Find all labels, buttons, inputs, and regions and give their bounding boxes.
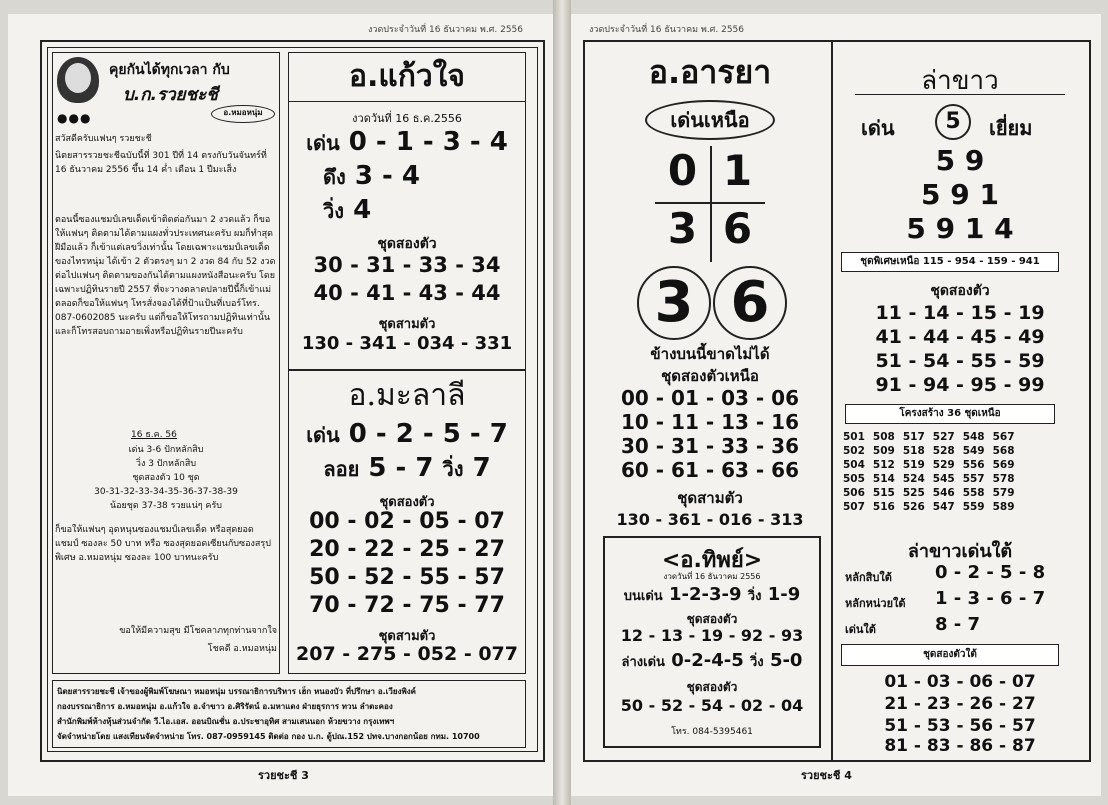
struct-cell: 502 bbox=[843, 445, 865, 457]
araya-digit-grid bbox=[655, 146, 765, 262]
kaewjai-three: 130 - 341 - 034 - 331 bbox=[301, 333, 513, 354]
result-line: 30-31-32-33-34-35-36-37-38-39 bbox=[94, 487, 238, 497]
struct-cell: 527 bbox=[932, 431, 955, 443]
lakhao-two-1: 11 - 14 - 15 - 19 bbox=[875, 302, 1045, 324]
malee-box bbox=[288, 370, 526, 674]
struct-cell: 557 bbox=[962, 473, 985, 485]
malee-two-2: 20 - 22 - 25 - 27 bbox=[309, 537, 505, 562]
araya-two-4: 60 - 61 - 63 - 66 bbox=[620, 458, 799, 482]
struct-cell: 547 bbox=[932, 501, 955, 513]
editor-avatar bbox=[57, 57, 99, 103]
struct-cell: 504 bbox=[843, 459, 865, 471]
thip-date: งวดวันที่ 16 ธันวาคม 2556 bbox=[663, 572, 761, 581]
left-page bbox=[8, 14, 553, 796]
araya-big-circle-2: 6 bbox=[713, 266, 787, 340]
result-line: น้อยชุด 37-38 รวยแน่ๆ ครับ bbox=[109, 501, 223, 511]
kaewjai-run-row: วิ่ง 4 bbox=[323, 195, 372, 225]
struct-cell: 524 bbox=[902, 473, 925, 485]
thip-box bbox=[603, 536, 821, 748]
struct-row bbox=[839, 486, 1019, 500]
right-header-date: งวดประจำวันที่ 16 ธันวาคม พ.ศ. 2556 bbox=[589, 25, 745, 35]
araya-note: ข้างบนนี้ขาดไม่ได้ bbox=[650, 345, 770, 363]
malee-three-title: ชุดสามตัว bbox=[378, 629, 436, 644]
thip-two: 12 - 13 - 19 - 92 - 93 bbox=[620, 626, 804, 645]
kaewjai-pull-row: ดึง 3 - 4 bbox=[323, 161, 420, 191]
left-footer: รวยชะชี 3 bbox=[258, 769, 309, 782]
lakhao-lead-label: เด่น bbox=[861, 116, 895, 140]
struct-cell: 518 bbox=[902, 445, 925, 457]
malee-two-4: 70 - 72 - 75 - 77 bbox=[309, 593, 505, 618]
struct-row bbox=[839, 472, 1019, 486]
lakhao-tens-label: หลักสิบใต้ bbox=[845, 571, 892, 584]
lakhao-stack-2: 5 9 1 bbox=[921, 178, 999, 211]
lakhao-lead-tail: เยี่ยม bbox=[989, 116, 1033, 140]
struct-cell: 501 bbox=[843, 431, 865, 443]
struct-row bbox=[839, 430, 1019, 444]
right-footer: รวยชะชี 4 bbox=[801, 769, 852, 782]
lakhao-column bbox=[835, 48, 1085, 754]
struct-cell: 549 bbox=[962, 445, 985, 457]
lakhao-south-title: ล่าขาวเด่นใต้ bbox=[907, 541, 1013, 562]
struct-cell: 519 bbox=[902, 459, 925, 471]
araya-grid-2: 3 bbox=[667, 204, 698, 253]
intro-greeting: สวัสดีครับแฟนๆ รวยชะชี bbox=[55, 134, 152, 144]
lakhao-name: ล่าขาว bbox=[921, 66, 999, 96]
struct-cell: 525 bbox=[902, 487, 925, 499]
lakhao-two-south-2: 21 - 23 - 26 - 27 bbox=[884, 694, 1036, 714]
lakhao-units-label: หลักหน่วยใต้ bbox=[845, 597, 906, 610]
struct-row bbox=[839, 444, 1019, 458]
araya-two-2: 10 - 11 - 13 - 16 bbox=[620, 410, 799, 434]
kaewjai-two-2: 40 - 41 - 43 - 44 bbox=[313, 281, 501, 305]
page-gutter bbox=[553, 0, 571, 805]
colophon-line: นิตยสารรวยชะชี เจ้าของผู้พิมพ์โฆษณา หมอหนุ่ม บรรณาธิการบริหาร เฮ็ก หนองบัว ที่ปรึกษา อ.เวียงพิงค์ bbox=[57, 687, 417, 696]
thip-bottom-row: ล่างเด่น 0-2-4-5 วิ่ง 5-0 bbox=[621, 650, 803, 671]
lakhao-tens: 0 - 2 - 5 - 8 bbox=[935, 562, 1046, 583]
lakhao-special: ชุดพิเศษเหนือ 115 - 954 - 159 - 941 bbox=[841, 252, 1059, 272]
struct-cell: 509 bbox=[872, 445, 895, 457]
struct-cell: 546 bbox=[932, 487, 955, 499]
result-lines bbox=[55, 443, 277, 513]
araya-three-title: ชุดสามตัว bbox=[677, 489, 743, 507]
struct-cell: 569 bbox=[992, 459, 1015, 471]
malee-two-1: 00 - 02 - 05 - 07 bbox=[309, 509, 505, 534]
colophon-line: สำนักพิมพ์ห้างหุ้นส่วนจำกัด วี.ไอ.เอส. ออนบิณชั่น อ.ประชาอุทิศ สามเสนนอก ห้วยขวาง กรุงเทพฯ bbox=[57, 717, 395, 726]
araya-name: อ.อารยา bbox=[648, 53, 772, 91]
left-frame bbox=[40, 40, 545, 762]
struct-cell: 528 bbox=[932, 445, 955, 457]
malee-name: อ.มะลาลี bbox=[348, 378, 466, 413]
struct-cell: 508 bbox=[872, 431, 895, 443]
struct-cell: 506 bbox=[843, 487, 865, 499]
struct-cell: 529 bbox=[932, 459, 955, 471]
araya-two-title: ชุดสองตัวเหนือ bbox=[661, 367, 759, 385]
araya-grid-1: 1 bbox=[722, 146, 753, 195]
editor-badge: อ.หมอหนุ่ม bbox=[211, 105, 275, 123]
araya-grid-3: 6 bbox=[722, 204, 753, 253]
intro-paragraph-3: ก็ขอให้แฟนๆ อุดหนุนซองแชมป์เลขเด็ด หรือสุดยอดแชมป์ ซองละ 50 บาท หรือ ซองสุดยอดเซียนกับซองสรุปพิเศษ อ.หมอหนุ่ม ซองละ 100 บาทนะครับ bbox=[55, 525, 271, 563]
lakhao-two-south-title: ชุดสองตัวใต้ bbox=[841, 644, 1059, 666]
struct-row bbox=[839, 500, 1019, 514]
struct-cell: 548 bbox=[962, 431, 985, 443]
lakhao-two-4: 91 - 94 - 95 - 99 bbox=[875, 374, 1045, 396]
thip-two2: 50 - 52 - 54 - 02 - 04 bbox=[620, 696, 804, 715]
thip-phone: โทร. 084-5395461 bbox=[671, 727, 753, 737]
araya-column bbox=[591, 48, 829, 754]
left-header-date: งวดประจำวันที่ 16 ธันวาคม พ.ศ. 2556 bbox=[368, 25, 524, 35]
lakhao-struct-table bbox=[839, 430, 1019, 514]
struct-cell: 517 bbox=[902, 431, 925, 443]
araya-big-circle-1: 3 bbox=[637, 266, 711, 340]
struct-cell: 516 bbox=[872, 501, 895, 513]
result-line: ชุดสองตัว 10 ชุด bbox=[132, 473, 200, 483]
kaewjai-date: งวดวันที่ 16 ธ.ค.2556 bbox=[352, 112, 462, 125]
lakhao-struct-title: โครงสร้าง 36 ชุดเหนือ bbox=[845, 404, 1055, 424]
colophon bbox=[52, 680, 526, 748]
kaewjai-two-title: ชุดสองตัว bbox=[377, 236, 437, 252]
struct-cell: 556 bbox=[962, 459, 985, 471]
struct-cell: 567 bbox=[992, 431, 1015, 443]
kaewjai-three-title: ชุดสามตัว bbox=[378, 317, 436, 332]
thip-two2-title: ชุดสองตัว bbox=[686, 680, 738, 694]
araya-two-1: 00 - 01 - 03 - 06 bbox=[620, 386, 799, 410]
struct-cell: 507 bbox=[843, 501, 865, 513]
kaewjai-two-1: 30 - 31 - 33 - 34 bbox=[313, 253, 501, 277]
thip-name: <อ.ทิพย์> bbox=[661, 548, 763, 573]
lakhao-stack-3: 5 9 1 4 bbox=[906, 212, 1014, 245]
kaewjai-box bbox=[288, 52, 526, 370]
kaewjai-lead-row: เด่น 0 - 1 - 3 - 4 bbox=[306, 127, 508, 157]
editor-column bbox=[52, 52, 280, 674]
struct-row bbox=[839, 458, 1019, 472]
araya-north-label: เด่นเหนือ bbox=[645, 100, 775, 140]
lakhao-two-south-1: 01 - 03 - 06 - 07 bbox=[884, 672, 1036, 692]
struct-cell: 568 bbox=[992, 445, 1015, 457]
intro-brand: บ.ก.รวยชะชี bbox=[123, 85, 218, 105]
intro-paragraph-2: ตอนนี้ซองแชมป์เลขเด็ดเข้าติดต่อกันมา 2 งวดแล้ว ก็ขอให้แฟนๆ ติดตามได้ตามแผงทั่วประเทศนะครับ ผมก็ทำสุดฝีมือแล้ว ก็เข้าแต่เลขวิ่งเท่านั้น โดยเฉพาะแชมป์เลขเด็ดของไทรหนุ่ม ได้เข้า 2 ตัวตรงๆ มา 2 งวด 84 กับ 52 งวดต่อไปแฟนๆ ติดตามของกันได้ตามแผงหนังสือนะครับ โดยเฉพาะปฏิทินรายปี 2557 ที่จะวางตลาดปลายปีนี้ก็เข้าแม่ตลอดก็ขอให้แฟนๆ โทรสั่งจองได้ที่ป้าแป้นที่เบอร์โทร. 087-0602085 นะครับ แต่ก็ขอให้โทรถามปฏิทินเท่านั้น และก็โทรสอบถามอายเพิ่งหรือปฏิทินรายปีนะครับ bbox=[55, 215, 276, 337]
right-frame bbox=[583, 40, 1091, 762]
struct-cell: 558 bbox=[962, 487, 985, 499]
struct-cell: 578 bbox=[992, 473, 1015, 485]
araya-three: 130 - 361 - 016 - 313 bbox=[616, 510, 804, 529]
malee-float-row: ลอย 5 - 7 วิ่ง 7 bbox=[323, 453, 491, 483]
colophon-line: กองบรรณาธิการ อ.หมอหนุ่ม อ.แก้วใจ อ.จำขาว อ.ศิริรัตน์ อ.มหาแดง ฝ่ายธุรการ ทวน ลำตะคอง bbox=[57, 702, 393, 711]
intro-closing: ขอให้มีความสุข มีโชคลาภทุกท่านจากใจ bbox=[119, 626, 277, 636]
lakhao-two-south-3: 51 - 53 - 56 - 57 bbox=[884, 716, 1036, 736]
lakhao-units: 1 - 3 - 6 - 7 bbox=[935, 588, 1046, 609]
result-date: 16 ธ.ค. 56 bbox=[131, 430, 177, 440]
struct-cell: 579 bbox=[992, 487, 1015, 499]
malee-two-title: ชุดสองตัว bbox=[379, 495, 435, 510]
malee-three: 207 - 275 - 052 - 077 bbox=[296, 643, 518, 665]
thip-top-row: บนเด่น 1-2-3-9 วิ่ง 1-9 bbox=[623, 584, 801, 605]
struct-cell: 512 bbox=[872, 459, 895, 471]
lakhao-two-3: 51 - 54 - 55 - 59 bbox=[875, 350, 1045, 372]
malee-two-3: 50 - 52 - 55 - 57 bbox=[309, 565, 505, 590]
lakhao-two-south-4: 81 - 83 - 86 - 87 bbox=[884, 736, 1036, 756]
intro-headline: คุยกันได้ทุกเวลา กับ bbox=[109, 62, 230, 78]
lakhao-lead-south-label: เด่นใต้ bbox=[845, 623, 876, 636]
struct-cell: 515 bbox=[872, 487, 895, 499]
struct-cell: 559 bbox=[962, 501, 985, 513]
thip-two-title: ชุดสองตัว bbox=[686, 612, 738, 626]
intro-sign: โชคดี อ.หมอหนุ่ม bbox=[207, 644, 277, 654]
lakhao-stack-1: 5 9 bbox=[935, 144, 985, 177]
intro-paragraph-1: นิตยสารรวยชะชีฉบับนี้ที่ 301 ปีที่ 14 ตรงกับวันจันทร์ที่ 16 ธันวาคม 2556 ขึ้น 14 ค่ำ เดือน 1 ปีมะเส็ง bbox=[55, 151, 267, 175]
struct-cell: 589 bbox=[992, 501, 1015, 513]
result-line: วิ่ง 3 ปักหลักสิบ bbox=[135, 459, 197, 469]
araya-two-3: 30 - 31 - 33 - 36 bbox=[620, 434, 799, 458]
dots-decoration: ●●● bbox=[57, 111, 92, 125]
struct-cell: 514 bbox=[872, 473, 895, 485]
result-line: เด่น 3-6 ปักหลักสิบ bbox=[128, 445, 204, 455]
struct-cell: 526 bbox=[902, 501, 925, 513]
kaewjai-name: อ.แก้วใจ bbox=[349, 59, 465, 94]
araya-grid-0: 0 bbox=[667, 146, 698, 195]
lakhao-two-title: ชุดสองตัว bbox=[930, 283, 990, 299]
malee-lead-row: เด่น 0 - 2 - 5 - 7 bbox=[306, 419, 508, 449]
colophon-line: จัดจำหน่ายโดย แสงเทียนจัดจำหน่าย โทร. 087-0959145 ติดต่อ กอง บ.ก. ตู้ปณ.152 ปทจ.บางกอกน้อย กทม. 10700 bbox=[57, 732, 480, 741]
right-page bbox=[571, 14, 1101, 796]
lakhao-lead-south: 8 - 7 bbox=[935, 614, 981, 635]
lakhao-two-2: 41 - 44 - 45 - 49 bbox=[875, 326, 1045, 348]
column-divider bbox=[831, 42, 833, 760]
struct-cell: 505 bbox=[843, 473, 865, 485]
struct-cell: 545 bbox=[932, 473, 955, 485]
lakhao-lead-circle: 5 bbox=[935, 104, 971, 140]
